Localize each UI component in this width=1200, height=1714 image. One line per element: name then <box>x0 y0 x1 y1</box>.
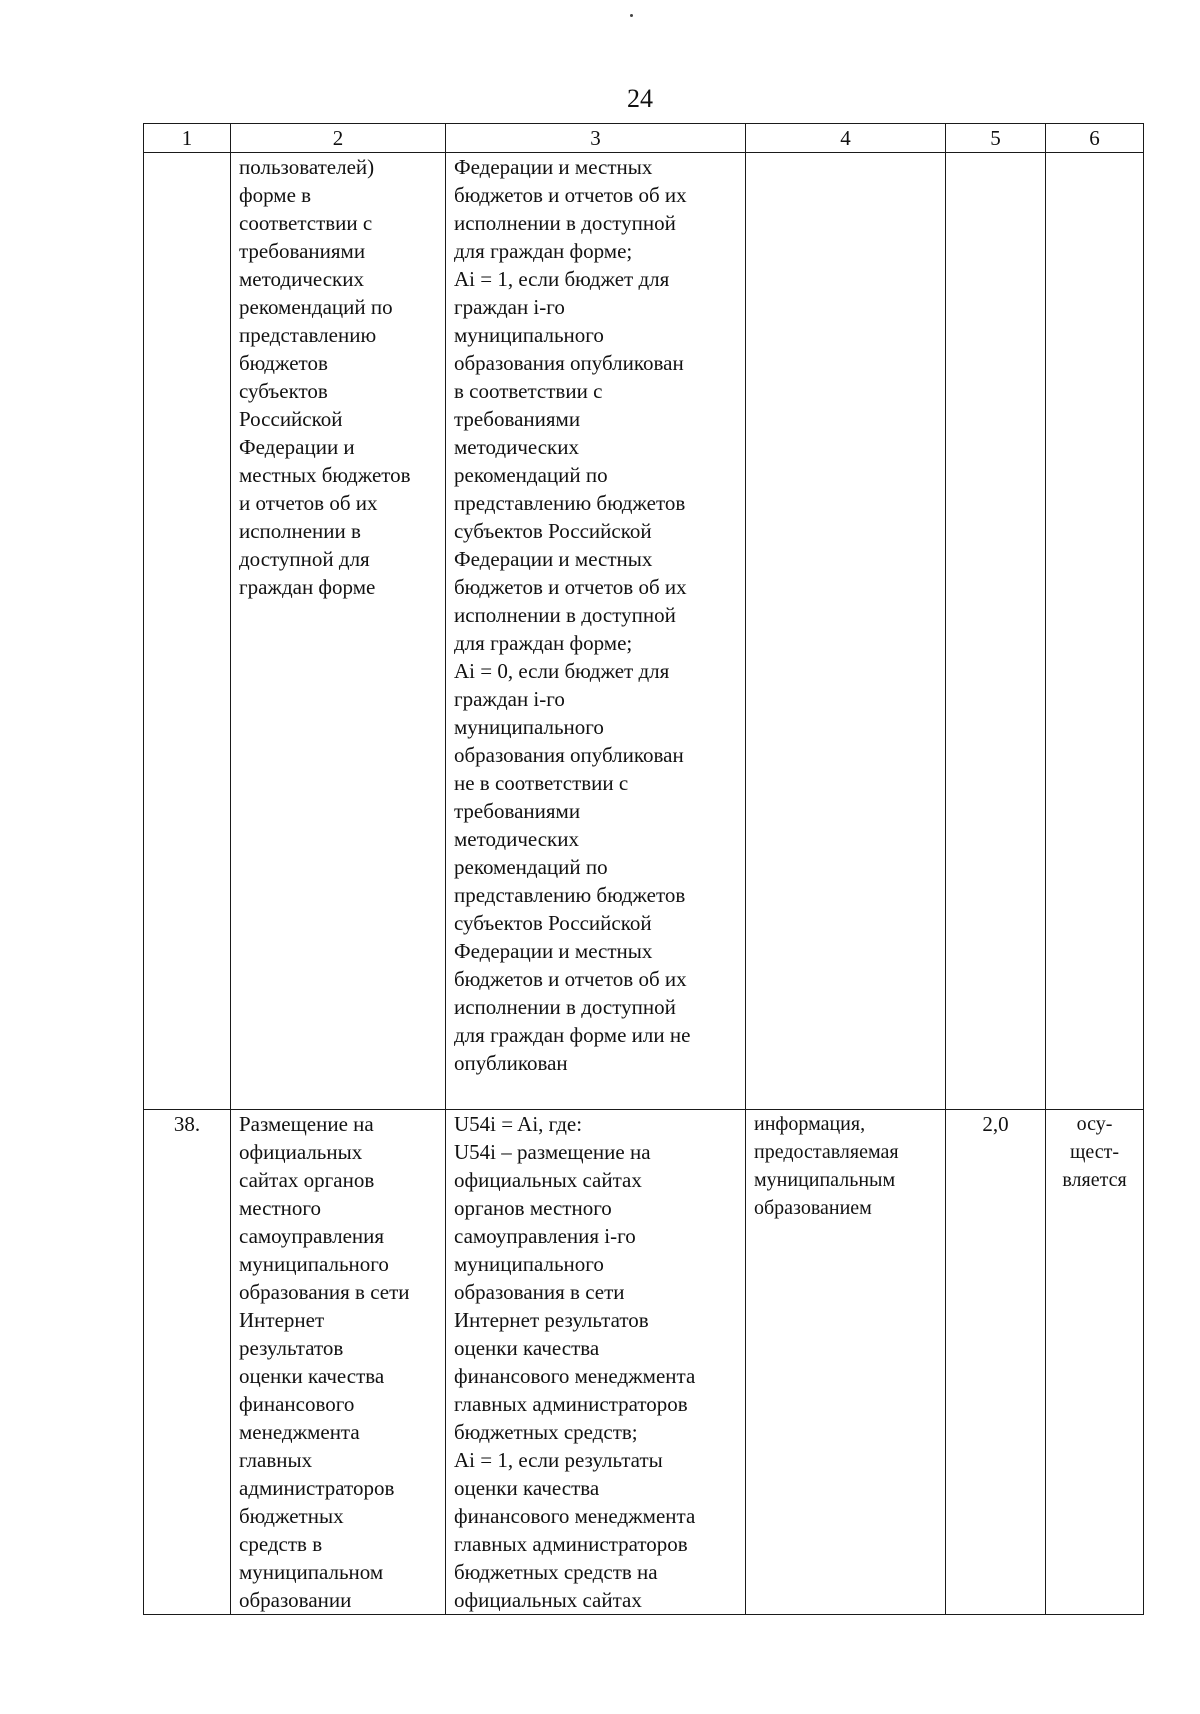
formula-text: Федерации и местных бюджетов и отчетов об их исполнении в доступной для граждан форме; Ai = 1, если бюджет для граждан i-го муниципального образования опубликован в соответствии с требованиями методических рекомендаций по представлению бюджетов субъектов Российской Федерации и местных бюджетов и отчетов об их исполнении в доступной для граждан форме; Ai = 0, если бюджет для граждан i-го муниципального образования опубликован не в соответствии с требованиями методических рекомендаций по представлению бюджетов субъектов Российской Федерации и местных бюджетов и отчетов об их исполнении в доступной для граждан форме или не опубликован <box>454 155 691 1075</box>
column-header-3: 3 <box>446 124 746 153</box>
source-cell <box>746 153 946 1110</box>
formula-cell <box>446 153 746 1110</box>
table-row <box>144 1110 1144 1615</box>
status-cell <box>1046 1110 1144 1615</box>
weight-cell <box>946 1110 1046 1615</box>
formula-cell <box>446 1110 746 1615</box>
formula-text: U54i = Ai, где: U54i – размещение на официальных сайтах органов местного самоуправления i-го муниципального образования в сети Интернет результатов оценки качества финансового менеджмента главных администраторов бюджетных средств; Ai = 1, если результаты оценки качества финансового менеджмента главных администраторов бюджетных средств на официальных сайтах <box>454 1112 696 1612</box>
column-header-5: 5 <box>946 124 1046 153</box>
row-number-cell <box>144 1110 231 1615</box>
indicator-name: Размещение на официальных сайтах органов местного самоуправления муниципального образования в сети Интернет результатов оценки качества финансового менеджмента главных администраторов бюджетных средств в муниципальном образовании <box>239 1112 410 1612</box>
header-row <box>144 124 1144 153</box>
indicator-name-cell <box>231 1110 446 1615</box>
column-header-4: 4 <box>746 124 946 153</box>
indicator-name-cell <box>231 153 446 1110</box>
source-cell <box>746 1110 946 1615</box>
source-text: информация, предоставляемая муниципальным образованием <box>754 1113 899 1219</box>
page-number: 24 <box>627 84 653 113</box>
row-number: 38. <box>173 1112 201 1136</box>
column-header-2: 2 <box>231 124 446 153</box>
status-text: осу- щест- вляется <box>1062 1113 1127 1191</box>
criteria-table <box>143 123 1144 1615</box>
status-cell <box>1046 153 1144 1110</box>
indicator-name: пользователей) форме в соответствии с требованиями методических рекомендаций по представлению бюджетов субъектов Российской Федерации и местных бюджетов и отчетов об их исполнении в доступной для граждан форме <box>239 155 411 599</box>
weight-cell <box>946 153 1046 1110</box>
column-header-1: 1 <box>144 124 231 153</box>
column-header-6: 6 <box>1046 124 1144 153</box>
table-row <box>144 153 1144 1110</box>
weight-value: 2,0 <box>982 1112 1009 1136</box>
row-number-cell <box>144 153 231 1110</box>
scan-dot <box>630 14 633 17</box>
